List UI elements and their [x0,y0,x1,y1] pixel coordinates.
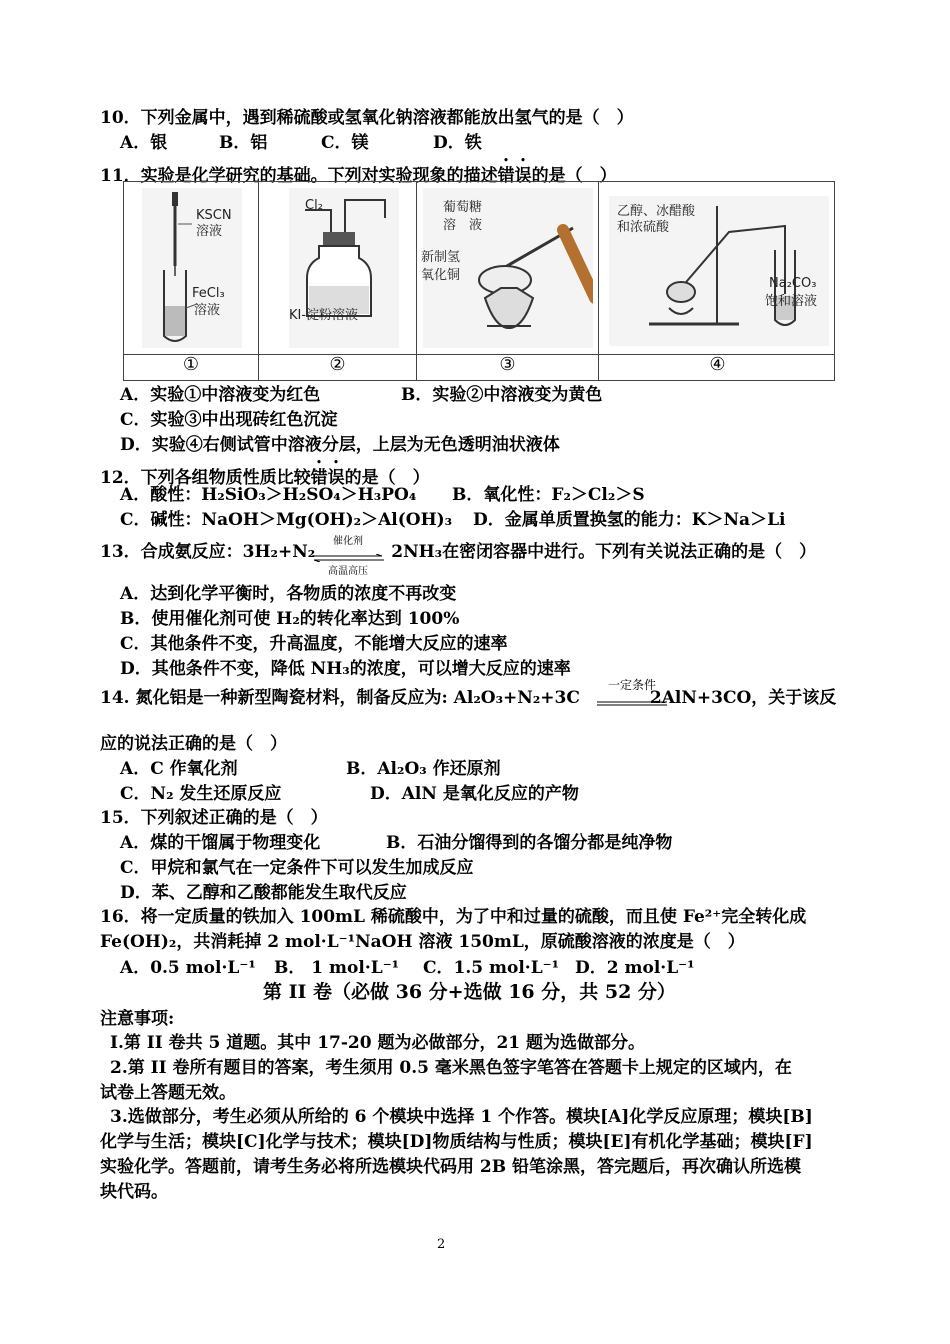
exp3-number: ③ [499,354,516,375]
q14-reaction-arrow [597,678,667,711]
part2-note-1: Ⅰ.第 II 卷共 5 道题。其中 17-20 题为必做部分，21 题为选做部分。 [110,1033,646,1053]
q12-stem-pre: 12．下列各组物质性质比较 [100,468,311,488]
q13-option-b: B．使用催化剂可使 H₂的转化率达到 100% [120,609,460,629]
q15-option-c: C．甲烷和氯气在一定条件下可以发生加成反应 [120,858,474,878]
exp4-label-1: 乙醇、冰醋酸 [617,204,696,219]
q11-stem-pre: 11．实验是化学研究的基础。下列对实验现象的描述 [100,166,498,186]
q16-stem-line2: Fe(OH)₂，共消耗掉 2 mol·L⁻¹NaOH 溶液 150mL，原硫酸溶液的浓度是（ ） [100,932,745,952]
q11-option-b: B．实验②中溶液变为黄色 [401,385,603,405]
experiment-4-cell [599,182,836,380]
q15-option-d: D．苯、乙醇和乙酸都能发生取代反应 [120,883,407,903]
q15-option-a: A．煤的干馏属于物理变化 [120,833,321,853]
part2-note-3-line1: 3.选做部分，考生必须从所给的 6 个模块中选择 1 个作答。模块[A]化学反应原理；模块[B] [110,1107,813,1127]
q11-stem-emphasis: 错误 [497,166,532,186]
q12-stem-emphasis: 错误 [310,468,345,488]
part2-title: 第 II 卷（必做 36 分+选做 16 分，共 52 分） [263,981,676,1003]
part2-note-2-line2: 试卷上答题无效。 [100,1083,236,1103]
q15-option-b: B．石油分馏得到的各馏分都是纯净物 [386,833,673,853]
q12-option-a: A．酸性：H₂SiO₃＞H₂SO₄＞H₃PO₄ [120,485,417,505]
q14-option-c: C．N₂ 发生还原反应 [120,784,282,804]
q13-option-c: C．其他条件不变，升高温度，不能增大反应的速率 [120,634,508,654]
exp2-number: ② [329,354,346,375]
equilibrium-arrow-icon [310,554,386,562]
q14-option-d: D．AlN 是氧化反应的产物 [370,784,579,804]
q16-option-b: B． 1 mol·L⁻¹ [274,958,400,978]
q11-stem-post: 的是（ ） [531,166,617,186]
exp3-label-2: 溶 液 [443,218,483,233]
q13-arrow-bottom: 高温高压 [328,566,368,577]
part2-note-3-line2: 化学与生活；模块[C]化学与技术；模块[D]物质结构与性质；模块[E]有机化学基础；模块[F] [100,1132,813,1152]
exp1-number: ① [182,354,200,375]
exp3-label-4: 氧化铜 [421,268,461,283]
exp1-label-4: 溶液 [194,303,221,318]
q10-stem: 10．下列金属中，遇到稀硫酸或氢氧化钠溶液都能放出氢气的是（ ） [100,108,634,128]
q14-arrow-top: 一定条件 [607,678,656,692]
q13-stem-post: 2NH₃在密闭容器中进行。下列有关说法正确的是（ ） [391,542,817,562]
experiment-figure-table [123,181,835,381]
part2-notice: 注意事项: [100,1009,175,1029]
q12-option-c: C．碱性：NaOH＞Mg(OH)₂＞Al(OH)₃ [120,510,453,530]
q16-option-d: D．2 mol·L⁻¹ [575,958,695,978]
exp1-label-1: KSCN [196,208,232,223]
page-number: 2 [437,1237,446,1252]
experiment-1-cell [124,182,259,380]
exp2-label-1: Cl₂ [305,198,323,213]
q14-option-a: A．C 作氧化剂 [120,759,238,779]
part2-note-2-line1: 2.第 II 卷所有题目的答案，考生须用 0.5 毫米黑色签字笔答在答题卡上规定的区域内，在 [110,1058,792,1078]
part2-note-3-line4: 块代码。 [100,1182,168,1202]
double-line-icon [597,701,667,707]
exp4-label-4: 饱和溶液 [765,294,818,309]
q14-stem-line2: 应的说法正确的是（ ） [100,734,287,754]
q16-option-c: C．1.5 mol·L⁻¹ [423,958,560,978]
q13-arrow-top: 催化剂 [333,536,363,547]
part2-note-3-line3: 实验化学。答题前，请考生务必将所选模块代码用 2B 铅笔涂黑，答完题后，再次确认所选模 [100,1157,802,1177]
q16-option-a: A．0.5 mol·L⁻¹ [120,958,256,978]
q12-stem-post: 的是（ ） [344,468,430,488]
exp2-label-2: KI-淀粉溶液 [289,308,359,323]
q13-stem [100,541,816,563]
q11-option-d: D．实验④右侧试管中溶液分层，上层为无色透明油状液体 [120,435,560,455]
exp1-label-2: 溶液 [196,224,223,239]
experiment-3-cell [417,182,599,380]
q11-option-c: C．实验③中出现砖红色沉淀 [120,410,338,430]
q10-option-d: D．铁 [433,133,482,153]
q14-stem [100,687,836,709]
q12-option-d: D．金属单质置换氢的能力：K＞Na＞Li [473,510,786,530]
exp3-label-1: 葡萄糖 [443,200,483,215]
q14-stem-pre: 14. 氮化铝是一种新型陶瓷材料，制备反应为: Al₂O₃+N₂+3C [100,688,580,708]
q14-option-b: B．Al₂O₃ 作还原剂 [346,759,501,779]
exp1-label-3: FeCl₃ [192,286,225,301]
q13-stem-pre: 13．合成氨反应：3H₂+N₂ [100,542,316,562]
exp4-number: ④ [709,354,726,375]
exp4-label-3: Na₂CO₃ [769,276,817,291]
experiment-2-cell [259,182,417,380]
q13-reversible-arrow [310,536,386,577]
q10-option-a: A．银 [120,133,168,153]
q10-option-c: C．镁 [321,133,369,153]
q13-option-d: D．其他条件不变，降低 NH₃的浓度，可以增大反应的速率 [120,659,571,679]
q11-option-a: A．实验①中溶液变为红色 [120,385,321,405]
q16-stem-line1: 16．将一定质量的铁加入 100mL 稀硫酸中，为了中和过量的硫酸，而且使 Fe²⁺完全转化成 [100,907,807,927]
q10-option-b: B．铝 [219,133,268,153]
q15-stem: 15．下列叙述正确的是（ ） [100,808,328,828]
exp3-label-3: 新制氢 [421,250,461,265]
q12-option-b: B．氧化性：F₂＞Cl₂＞S [452,485,645,505]
exp4-label-2: 和浓硫酸 [617,220,670,235]
q13-option-a: A．达到化学平衡时，各物质的浓度不再改变 [120,584,457,604]
q14-stem-post: 2AlN+3CO，关于该反 [649,688,837,708]
